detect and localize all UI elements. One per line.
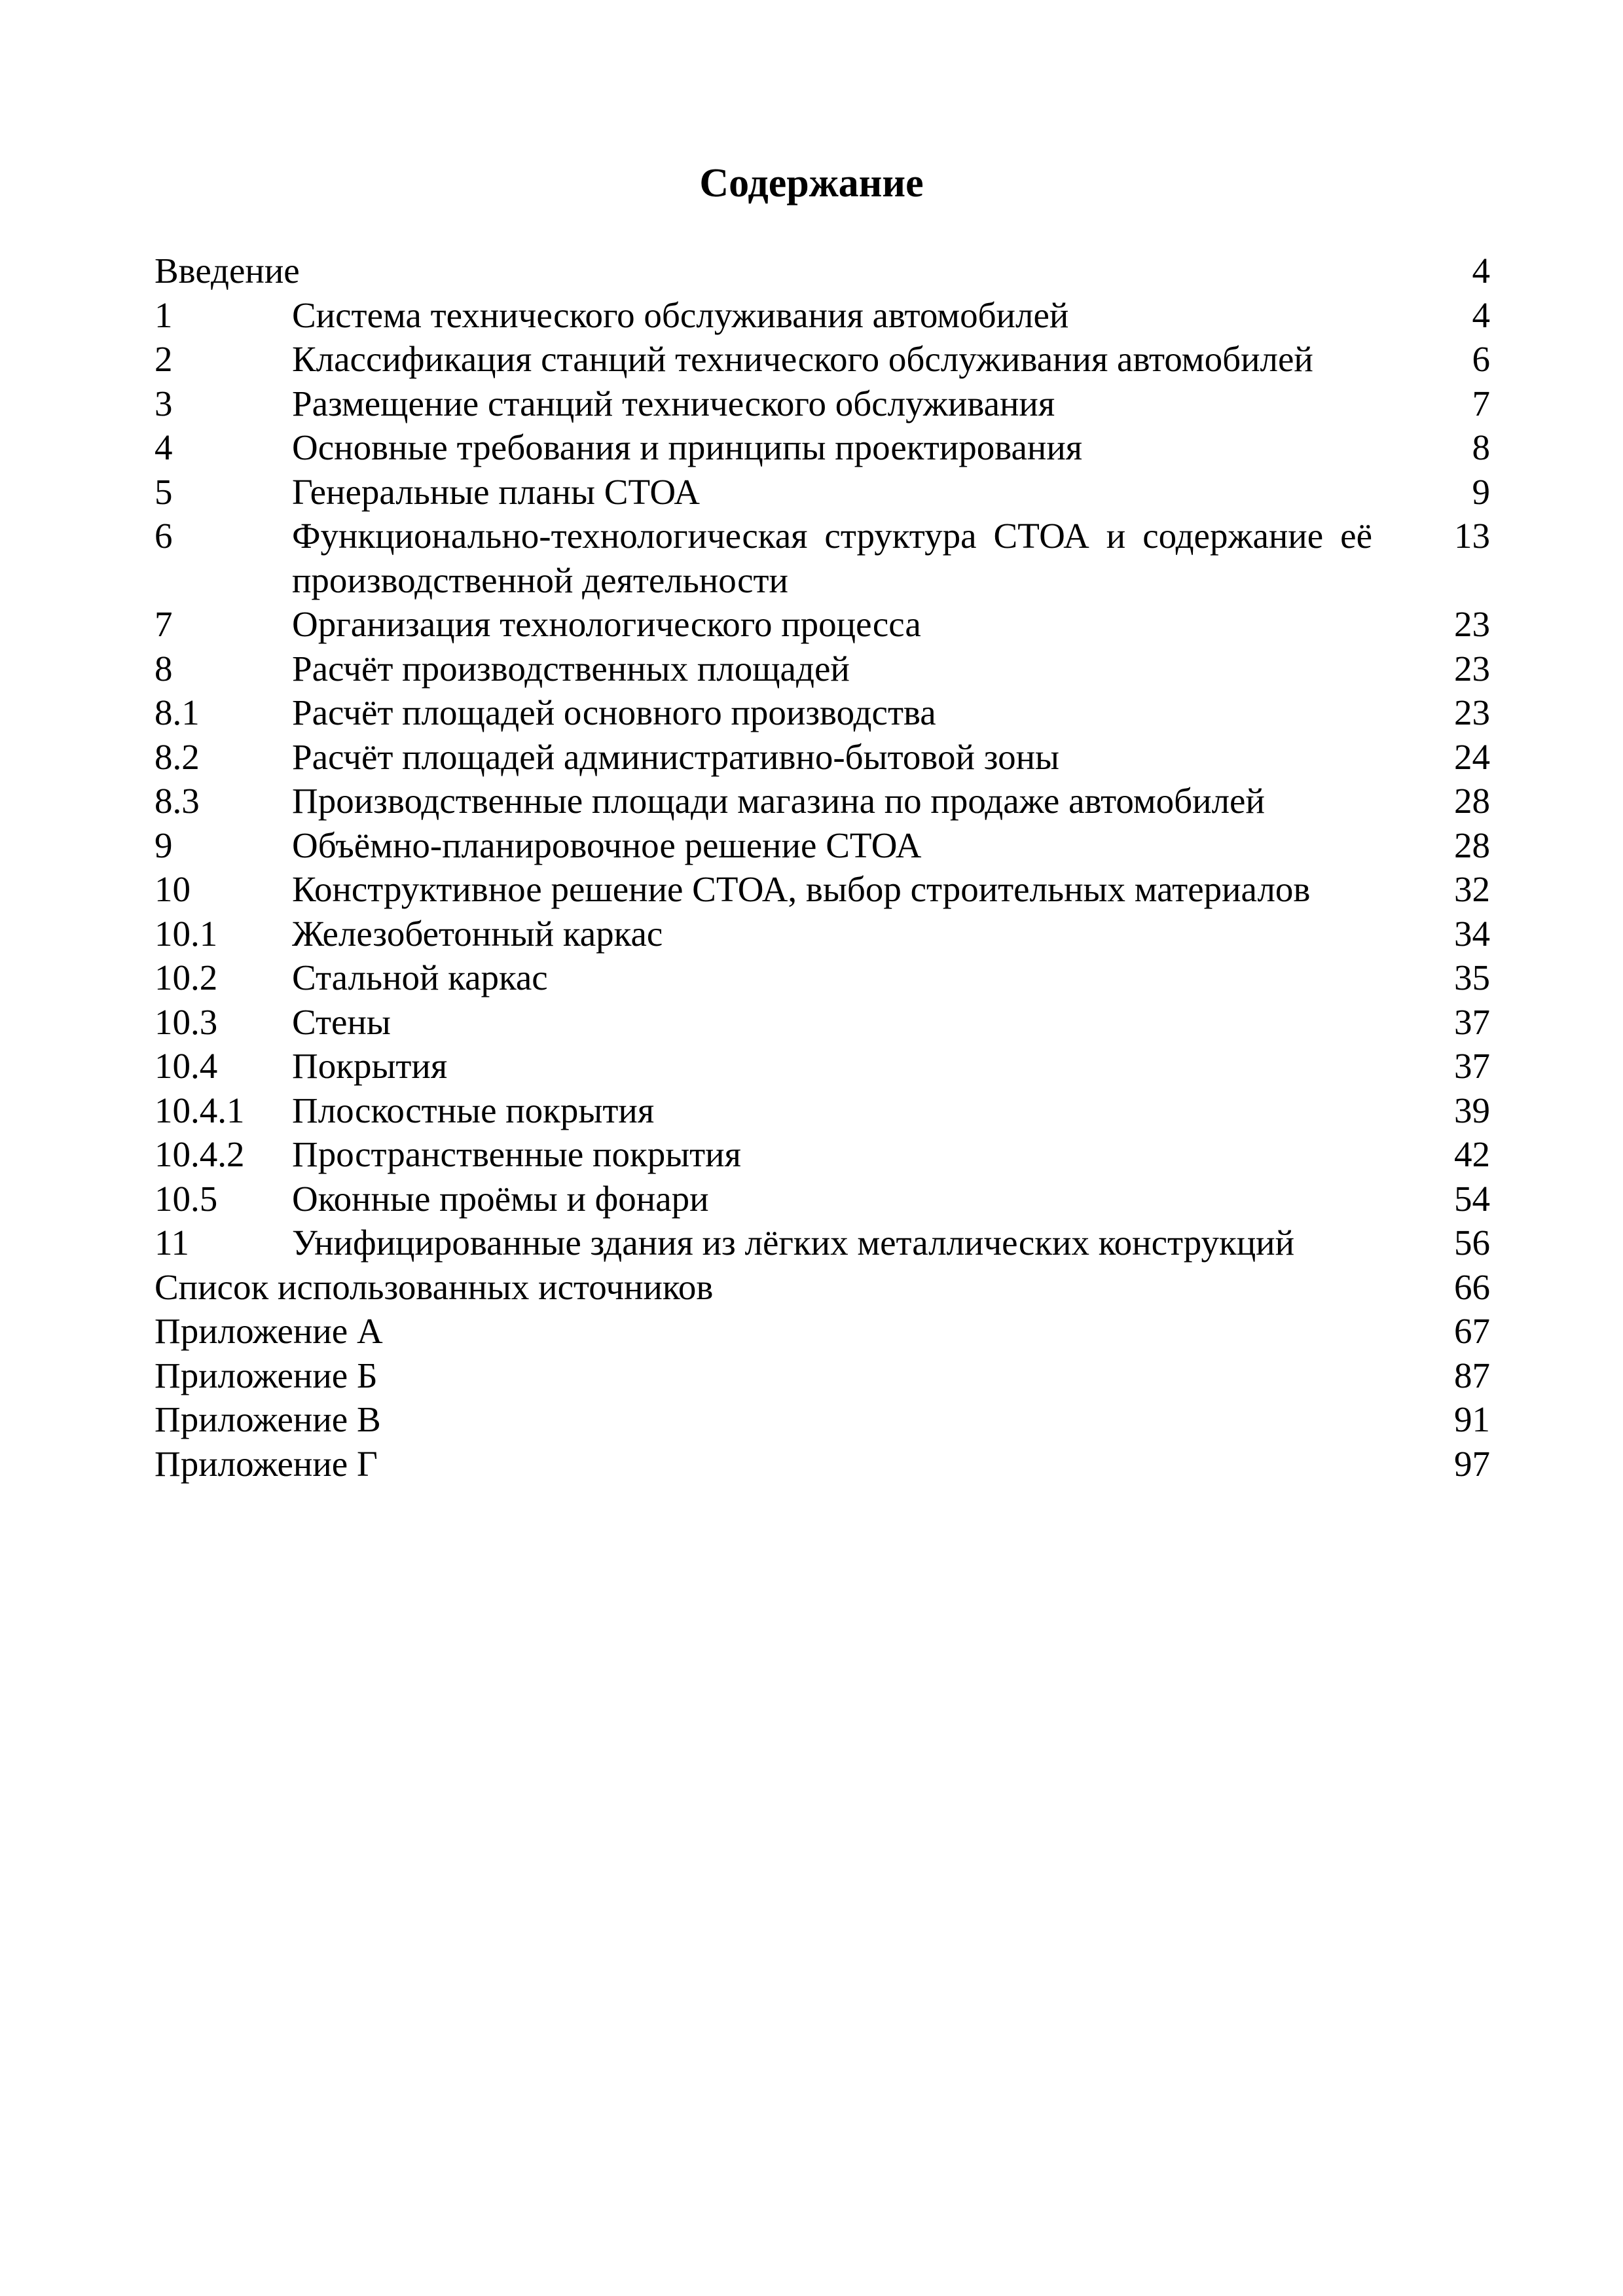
toc-entry bbox=[155, 956, 1490, 1000]
toc-entry-title: Функционально-технологическая структура СТОА и содержание её производственной деятельности bbox=[292, 516, 1372, 600]
toc-entry bbox=[155, 1442, 1490, 1486]
toc-entry-number: 8.3 bbox=[155, 781, 200, 821]
toc-entry-title: Стальной каркас bbox=[292, 958, 548, 997]
toc-entry-title: Стены bbox=[292, 1001, 391, 1042]
toc-entry bbox=[155, 1132, 1490, 1177]
toc-entry-page: 37 bbox=[1454, 1001, 1490, 1042]
toc-entry-title: Железобетонный каркас bbox=[292, 913, 663, 954]
toc-entry bbox=[155, 1309, 1490, 1354]
toc-entry-number: 10.5 bbox=[155, 1178, 218, 1219]
toc-entry bbox=[155, 382, 1490, 426]
toc-entry-page: 37 bbox=[1454, 1046, 1490, 1086]
toc-entry-page: 56 bbox=[1454, 1223, 1490, 1263]
toc-entry bbox=[155, 602, 1490, 647]
toc-entry-number: 5 bbox=[155, 471, 173, 512]
toc-entry-number: 3 bbox=[155, 383, 173, 423]
table-of-contents bbox=[155, 249, 1490, 1486]
page-title: Содержание bbox=[699, 161, 924, 206]
toc-entry-title: Основные требования и принципы проектирования bbox=[292, 427, 1083, 467]
toc-entry-title: Приложение Г bbox=[155, 1443, 378, 1484]
toc-entry-title: Приложение В bbox=[155, 1399, 381, 1439]
toc-entry-number: 10.2 bbox=[155, 958, 218, 997]
toc-entry bbox=[155, 514, 1490, 602]
toc-entry bbox=[155, 249, 1490, 293]
toc-entry-title: Генеральные планы СТОА bbox=[292, 471, 701, 512]
toc-entry-page: 9 bbox=[1472, 471, 1490, 512]
toc-entry-title: Введение bbox=[155, 251, 300, 291]
toc-entry-title: Пространственные покрытия bbox=[292, 1134, 741, 1174]
toc-entry-page: 34 bbox=[1454, 913, 1490, 954]
toc-entry bbox=[155, 470, 1490, 514]
toc-entry-number: 6 bbox=[155, 516, 173, 556]
toc-entry-title: Расчёт площадей основного производства bbox=[292, 692, 936, 732]
toc-entry bbox=[155, 293, 1490, 338]
toc-entry-page: 13 bbox=[1454, 516, 1490, 556]
toc-entry-page: 91 bbox=[1454, 1399, 1490, 1439]
toc-entry-page: 97 bbox=[1454, 1443, 1490, 1484]
toc-entry-number: 9 bbox=[155, 825, 173, 865]
toc-entry bbox=[155, 1397, 1490, 1442]
toc-entry-number: 10.3 bbox=[155, 1001, 218, 1042]
toc-entry-page: 28 bbox=[1454, 781, 1490, 821]
toc-entry bbox=[155, 867, 1490, 912]
toc-entry bbox=[155, 337, 1490, 382]
toc-entry-page: 42 bbox=[1454, 1134, 1490, 1174]
toc-entry-title: Система технического обслуживания автомобилей bbox=[292, 295, 1069, 335]
toc-entry-number: 8.2 bbox=[155, 736, 200, 777]
toc-entry-number: 1 bbox=[155, 295, 173, 335]
toc-entry-page: 4 bbox=[1472, 295, 1490, 335]
toc-entry-page: 28 bbox=[1454, 825, 1490, 865]
toc-entry bbox=[155, 1000, 1490, 1045]
toc-entry-title: Приложение А bbox=[155, 1311, 383, 1351]
toc-entry bbox=[155, 779, 1490, 823]
toc-entry-title: Оконные проёмы и фонари bbox=[292, 1178, 709, 1219]
toc-entry-number: 2 bbox=[155, 339, 173, 379]
toc-entry-page: 23 bbox=[1454, 648, 1490, 689]
toc-entry-title: Организация технологического процесса bbox=[292, 604, 921, 644]
toc-entry bbox=[155, 691, 1490, 735]
toc-entry-title: Список использованных источников bbox=[155, 1266, 714, 1307]
toc-entry-page: 39 bbox=[1454, 1090, 1490, 1130]
toc-entry-number: 10.4 bbox=[155, 1046, 218, 1086]
toc-entry-number: 10.1 bbox=[155, 913, 218, 954]
toc-entry-page: 66 bbox=[1454, 1266, 1490, 1307]
toc-entry-page: 7 bbox=[1472, 383, 1490, 423]
toc-entry-title: Плоскостные покрытия bbox=[292, 1090, 655, 1130]
toc-entry-title: Производственные площади магазина по продаже автомобилей bbox=[292, 781, 1265, 821]
toc-entry-page: 23 bbox=[1454, 692, 1490, 732]
toc-entry-page: 54 bbox=[1454, 1178, 1490, 1219]
toc-entry-page: 4 bbox=[1472, 251, 1490, 291]
toc-entry-number: 10.4.2 bbox=[155, 1134, 245, 1174]
toc-entry-page: 8 bbox=[1472, 427, 1490, 467]
toc-entry-number: 8.1 bbox=[155, 692, 200, 732]
toc-entry-title: Расчёт площадей административно-бытовой зоны bbox=[292, 736, 1059, 777]
toc-entry bbox=[155, 647, 1490, 691]
toc-entry-title: Унифицированные здания из лёгких металлических конструкций bbox=[292, 1223, 1295, 1263]
toc-entry-page: 24 bbox=[1454, 736, 1490, 777]
toc-entry-number: 7 bbox=[155, 604, 173, 644]
toc-entry-number: 10.4.1 bbox=[155, 1090, 245, 1130]
toc-entry-title: Размещение станций технического обслуживания bbox=[292, 383, 1055, 423]
toc-entry-title: Объёмно-планировочное решение СТОА bbox=[292, 825, 922, 865]
toc-entry-page: 6 bbox=[1472, 339, 1490, 379]
toc-entry bbox=[155, 823, 1490, 868]
toc-entry-title: Классификация станций технического обслуживания автомобилей bbox=[292, 339, 1313, 379]
toc-entry bbox=[155, 1088, 1490, 1133]
toc-entry-page: 23 bbox=[1454, 604, 1490, 644]
toc-entry-title: Расчёт производственных площадей bbox=[292, 648, 850, 689]
toc-entry-number: 4 bbox=[155, 427, 173, 467]
toc-entry bbox=[155, 1265, 1490, 1310]
toc-entry bbox=[155, 735, 1490, 780]
toc-entry bbox=[155, 1354, 1490, 1398]
toc-entry-title: Конструктивное решение СТОА, выбор строительных материалов bbox=[292, 869, 1311, 909]
toc-entry-number: 11 bbox=[155, 1223, 189, 1263]
toc-entry bbox=[155, 1177, 1490, 1221]
toc-entry-title: Покрытия bbox=[292, 1046, 448, 1086]
toc-entry bbox=[155, 425, 1490, 470]
toc-entry-page: 67 bbox=[1454, 1311, 1490, 1351]
toc-entry-page: 32 bbox=[1454, 869, 1490, 909]
toc-entry-number: 10 bbox=[155, 869, 191, 909]
toc-entry bbox=[155, 1044, 1490, 1088]
toc-entry bbox=[155, 912, 1490, 956]
toc-entry-title: Приложение Б bbox=[155, 1355, 378, 1395]
toc-entry-page: 35 bbox=[1454, 958, 1490, 997]
toc-entry-number: 8 bbox=[155, 648, 173, 689]
toc-entry-page: 87 bbox=[1454, 1355, 1490, 1395]
toc-entry bbox=[155, 1221, 1490, 1265]
